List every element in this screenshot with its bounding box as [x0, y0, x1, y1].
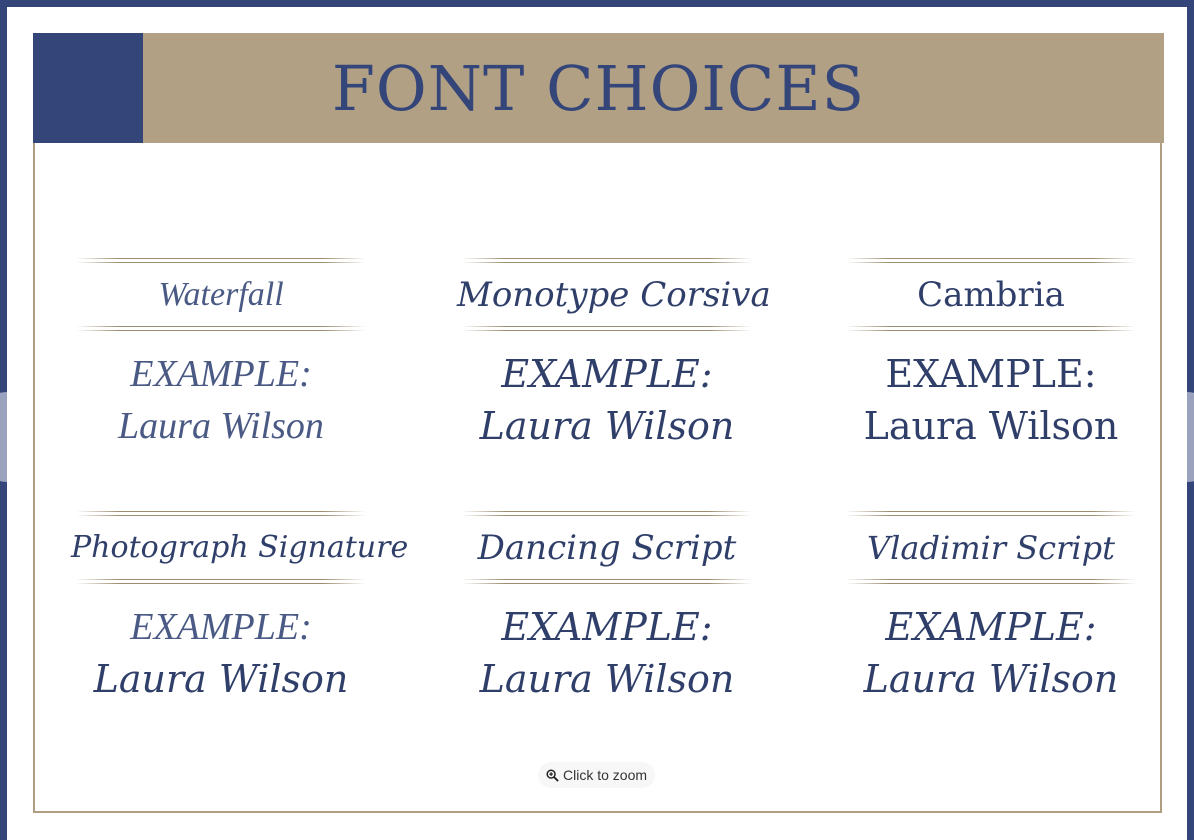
- divider-top: [76, 511, 366, 517]
- example-name: Laura Wilson: [479, 404, 735, 448]
- font-cell-monotype-corsiva: [457, 258, 771, 452]
- prev-image-arrow[interactable]: [0, 392, 37, 482]
- font-name: Vladimir Script: [867, 529, 1115, 567]
- zoom-in-icon: [546, 769, 559, 782]
- zoom-label: Click to zoom: [563, 767, 648, 783]
- font-name: Monotype Corsiva: [457, 275, 771, 315]
- divider-bottom: [846, 326, 1136, 332]
- click-to-zoom-button[interactable]: [538, 762, 655, 788]
- example-label: EXAMPLE:: [501, 605, 713, 649]
- font-cell-cambria: [841, 258, 1141, 452]
- divider-bottom: [76, 579, 366, 585]
- image-viewport[interactable]: [7, 7, 1187, 840]
- divider-bottom: [462, 326, 752, 332]
- example-name: Laura Wilson: [479, 657, 735, 701]
- example-label: EXAMPLE:: [130, 606, 312, 648]
- example-name: Laura Wilson: [93, 657, 349, 701]
- font-cell-dancing-script: [457, 511, 757, 705]
- font-cell-vladimir-script: [841, 511, 1141, 705]
- example-name: Laura Wilson: [118, 405, 324, 447]
- font-name: Cambria: [917, 275, 1065, 315]
- divider-top: [846, 511, 1136, 517]
- example-label: EXAMPLE:: [130, 353, 312, 395]
- font-name: Waterfall: [158, 276, 284, 313]
- divider-top: [462, 511, 752, 517]
- example-name: Laura Wilson: [863, 657, 1119, 701]
- divider-top: [76, 258, 366, 264]
- divider-top: [462, 258, 752, 264]
- divider-top: [846, 258, 1136, 264]
- example-name: Laura Wilson: [863, 404, 1119, 448]
- font-cell-waterfall: [71, 258, 371, 452]
- font-grid: [35, 33, 1160, 811]
- example-label: EXAMPLE:: [501, 352, 713, 396]
- divider-bottom: [76, 326, 366, 332]
- font-cell-photograph-signature: [71, 511, 409, 705]
- page-title: FONT CHOICES: [331, 51, 866, 125]
- font-name: Dancing Script: [477, 528, 737, 568]
- example-label: EXAMPLE:: [885, 605, 1097, 649]
- example-label: EXAMPLE:: [885, 352, 1097, 396]
- divider-bottom: [462, 579, 752, 585]
- next-image-arrow[interactable]: [1157, 392, 1194, 482]
- font-choices-card: [33, 33, 1162, 813]
- divider-bottom: [846, 579, 1136, 585]
- font-name: Photograph Signature: [71, 530, 409, 565]
